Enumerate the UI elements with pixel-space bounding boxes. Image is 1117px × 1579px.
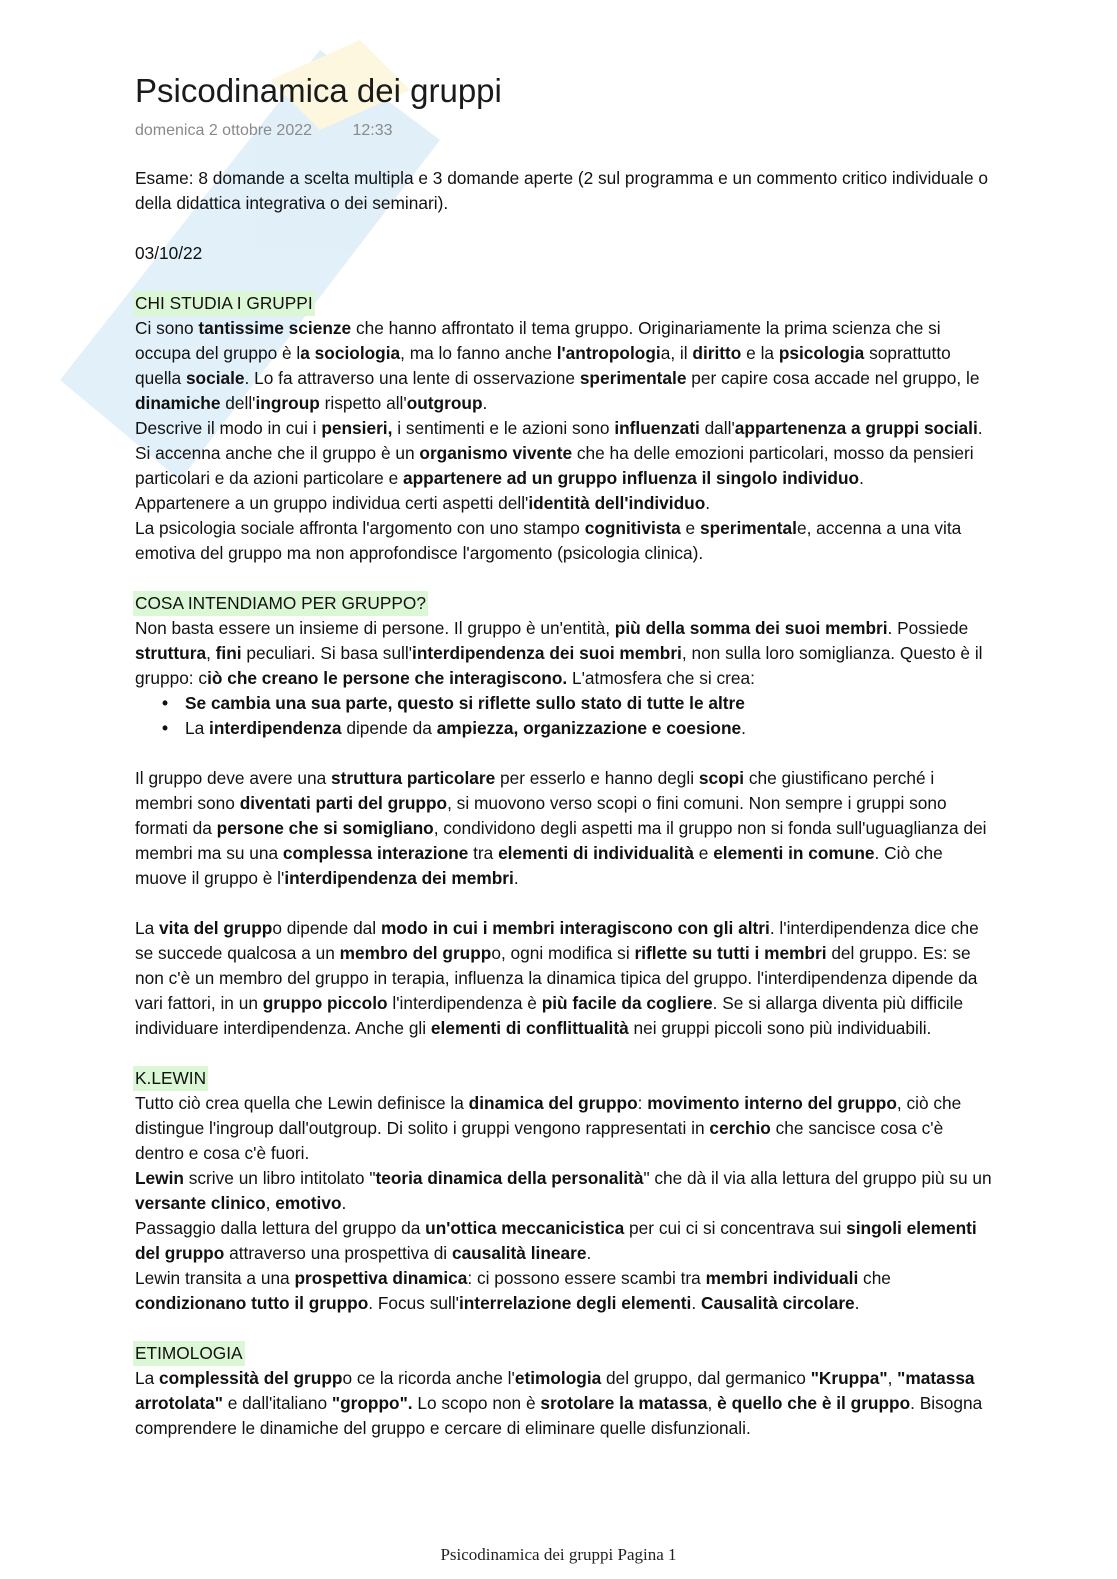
bullet-list: [135, 691, 995, 741]
paragraph: Il gruppo deve avere una struttura particolare per esserlo e hanno degli scopi che giustificano perché i membri sono diventati parti del gruppo, si muovono verso scopi o fini comuni. Non sempre i gruppi sono formati da persone che si somigliano, condividono degli aspetti ma il gruppo non si fonda sull'uguaglianza dei membri ma su una complessa interazione tra elementi di individualità e elementi in comune. Ciò che muove il gruppo è l'interdipendenza dei membri.: [135, 768, 987, 888]
note-time: 12:33: [352, 122, 393, 139]
section-heading: ETIMOLOGIA: [133, 1341, 245, 1366]
section-heading: COSA INTENDIAMO PER GRUPPO?: [133, 591, 428, 616]
note-content: [135, 70, 995, 1441]
paragraph: Lewin scrive un libro intitolato "teoria dinamica della personalità" che dà il via alla lettura del gruppo più su un versante clinico, emotivo.: [135, 1168, 992, 1213]
paragraph: Si accenna anche che il gruppo è un organismo vivente che ha delle emozioni particolari, mosso da pensieri particolari e da azioni particolare e appartenere ad un gruppo influenza il singolo individuo.: [135, 443, 974, 488]
section-chi-studia: [135, 291, 995, 566]
paragraph: Tutto ciò crea quella che Lewin definisce la dinamica del gruppo: movimento interno del gruppo, ciò che distingue l'ingroup dall'outgroup. Di solito i gruppi vengono rappresentati in cerchio che sancisce cosa c'è dentro e cosa c'è fuori.: [135, 1093, 962, 1163]
section-heading: CHI STUDIA I GRUPPI: [133, 291, 315, 316]
page-footer: Psicodinamica dei gruppi Pagina 1: [440, 1545, 677, 1564]
paragraph: Passaggio dalla lettura del gruppo da un'ottica meccanicistica per cui ci si concentrava sui singoli elementi del gruppo attraverso una prospettiva di causalità lineare.: [135, 1218, 977, 1263]
lesson-date: 03/10/22: [135, 243, 203, 263]
paragraph: Appartenere a un gruppo individua certi aspetti dell'identità dell'individuo.: [135, 493, 711, 513]
paragraph: Ci sono tantissime scienze che hanno affrontato il tema gruppo. Originariamente la prima scienza che si occupa del gruppo è la sociologia, ma lo fanno anche l'antropologia, il diritto e la psicologia soprattutto quella sociale. Lo fa attraverso una lente di osservazione sperimentale per capire cosa accade nel gruppo, le dinamiche dell'ingroup rispetto all'outgroup.: [135, 318, 980, 413]
paragraph: Non basta essere un insieme di persone. Il gruppo è un'entità, più della somma dei suoi membri. Possiede struttura, fini peculiari. Si basa sull'interdipendenza dei suoi membri, non sulla loro somiglianza. Questo è il gruppo: ciò che creano le persone che interagiscono. L'atmosfera che si crea:: [135, 618, 983, 688]
list-item: • La interdipendenza dipende da ampiezza, organizzazione e coesione.: [185, 716, 995, 741]
section-lewin: [135, 1066, 995, 1316]
page-title: Psicodinamica dei gruppi: [135, 72, 502, 109]
paragraph: La vita del gruppo dipende dal modo in cui i membri interagiscono con gli altri. l'interdipendenza dice che se succede qualcosa a un membro del gruppo, ogni modifica si riflette su tutti i membri del gruppo. Es: se non c'è un membro del gruppo in terapia, influenza la dinamica tipica del gruppo. l'interdipendenza dipende da vari fattori, in un gruppo piccolo l'interdipendenza è più facile da cogliere. Se si allarga diventa più difficile individuare interdipendenza. Anche gli elementi di conflittualità nei gruppi piccoli sono più individuabili.: [135, 918, 979, 1038]
section-cosa-intendiamo: [135, 591, 995, 741]
section-etimologia: [135, 1341, 995, 1441]
paragraph: La psicologia sociale affronta l'argomento con uno stampo cognitivista e sperimentale, accenna a una vita emotiva del gruppo ma non approfondisce l'argomento (psicologia clinica).: [135, 518, 962, 563]
section-heading: K.LEWIN: [133, 1066, 208, 1091]
paragraph: La complessità del gruppo ce la ricorda anche l'etimologia del gruppo, dal germanico "Kruppa", "matassa arrotolata" e dall'italiano "groppo". Lo scopo non è srotolare la matassa, è quello che è il gruppo. Bisogna comprendere le dinamiche del gruppo e cercare di eliminare quelle disfunzionali.: [135, 1368, 983, 1438]
list-item: • Se cambia una sua parte, questo si riflette sullo stato di tutte le altre: [185, 691, 995, 716]
exam-info: Esame: 8 domande a scelta multipla e 3 domande aperte (2 sul programma e un commento critico individuale o della didattica integrativa o dei seminari).: [135, 168, 988, 213]
note-date: domenica 2 ottobre 2022: [135, 122, 313, 139]
note-timestamp: [135, 120, 995, 142]
paragraph: Descrive il modo in cui i pensieri, i sentimenti e le azioni sono influenzati dall'appartenenza a gruppi sociali.: [135, 418, 983, 438]
paragraph: Lewin transita a una prospettiva dinamica: ci possono essere scambi tra membri individuali che condizionano tutto il gruppo. Focus sull'interrelazione degli elementi. Causalità circolare.: [135, 1268, 891, 1313]
